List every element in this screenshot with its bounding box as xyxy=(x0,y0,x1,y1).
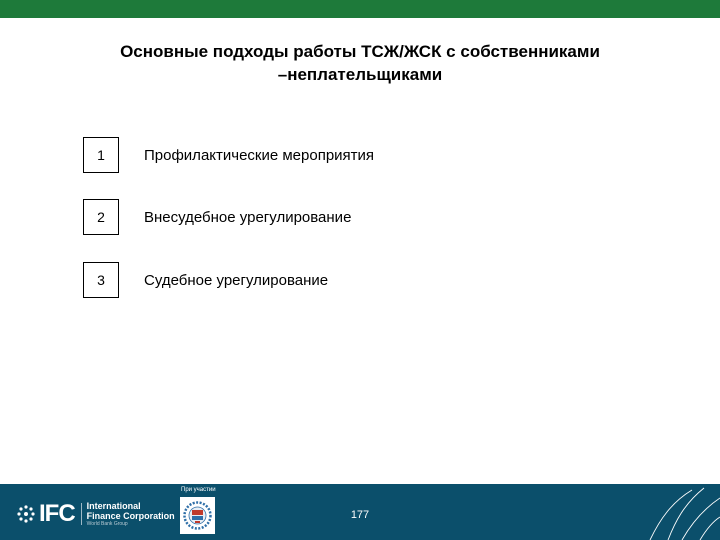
ifc-wordmark: IFC xyxy=(39,500,75,527)
item-number-box: 1 xyxy=(83,137,119,173)
item-number-box: 3 xyxy=(83,262,119,298)
item-label: Судебное урегулирование xyxy=(144,271,329,289)
item-number-box: 2 xyxy=(83,199,119,235)
item-label: Внесудебное урегулирование xyxy=(144,208,352,226)
slide-title xyxy=(40,40,680,86)
ifc-name-line-1: International xyxy=(86,500,141,511)
slide-title-line-1: Основные подходы работы ТСЖ/ЖСК с собственниками xyxy=(120,42,600,61)
top-accent-bar xyxy=(0,0,720,18)
footer-bar xyxy=(0,484,720,540)
slide-title-line-2: –неплательщиками xyxy=(277,65,443,84)
ifc-logo xyxy=(16,500,175,528)
approach-item-3 xyxy=(83,262,643,300)
item-label: Профилактические мероприятия xyxy=(144,146,375,164)
page-number: 177 xyxy=(350,509,370,521)
ifc-group-label: World Bank Group xyxy=(86,520,128,527)
ifc-separator xyxy=(81,503,82,525)
ifc-name xyxy=(87,501,175,528)
ifc-dots-icon xyxy=(16,504,36,524)
ifc-name-line-2: Finance Corporation xyxy=(86,510,175,521)
approach-item-1 xyxy=(83,137,643,175)
partner-emblem-icon xyxy=(180,497,215,534)
partner-label: При участии xyxy=(181,487,216,493)
decorative-swirl-icon xyxy=(620,484,720,540)
approach-item-2 xyxy=(83,199,643,237)
